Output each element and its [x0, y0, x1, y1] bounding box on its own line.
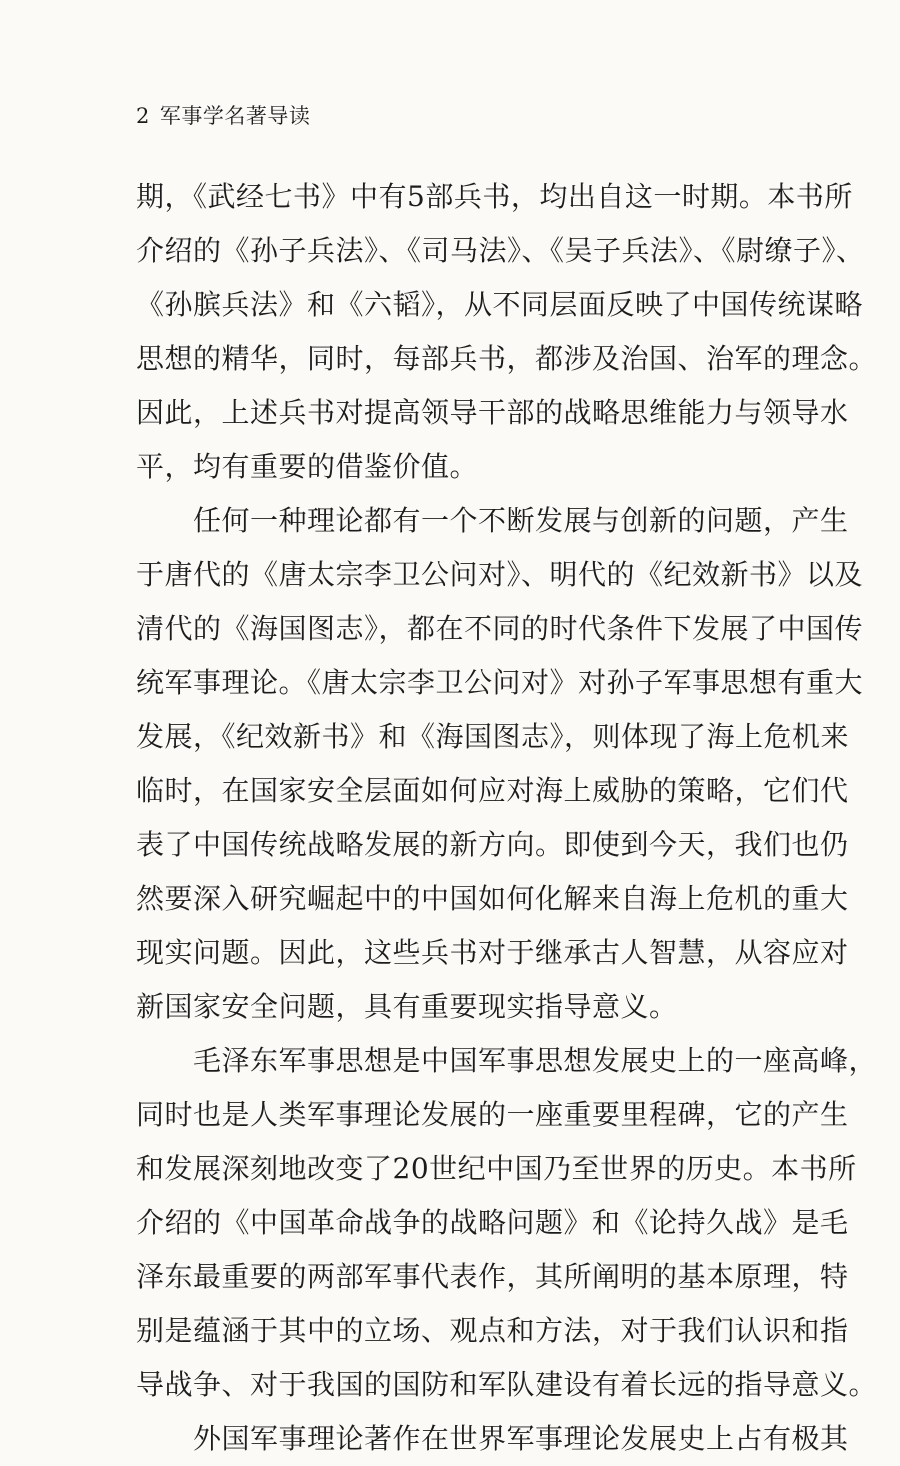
text-line: 《孙膑兵法》和《六韬》，从不同层面反映了中国传统谋略 — [136, 288, 864, 321]
paragraph-2 — [136, 494, 864, 1034]
text-line: 思想的精华，同时，每部兵书，都涉及治国、治军的理念。 — [136, 342, 878, 375]
book-title: 军事学名著导读 — [159, 104, 311, 128]
text-line: 别是蕴涵于其中的立场、观点和方法，对于我们认识和指 — [136, 1314, 849, 1347]
text-line: 期，《武经七书》中有5部兵书，均出自这一时期。本书所 — [136, 180, 853, 213]
paragraph-4 — [136, 1412, 849, 1466]
text-line: 然要深入研究崛起中的中国如何化解来自海上危机的重大 — [136, 882, 849, 915]
text-line: 表了中国传统战略发展的新方向。即使到今天，我们也仍 — [136, 828, 849, 861]
text-line: 和发展深刻地改变了20世纪中国乃至世界的历史。本书所 — [136, 1152, 857, 1185]
body-text — [136, 170, 878, 1466]
text-line: 现实问题。因此，这些兵书对于继承古人智慧，从容应对 — [136, 936, 849, 969]
text-line: 任何一种理论都有一个不断发展与创新的问题，产生 — [193, 504, 849, 537]
page-number: 2 — [136, 104, 150, 128]
text-line: 因此，上述兵书对提高领导干部的战略思维能力与领导水 — [136, 396, 849, 429]
text-line: 清代的《海国图志》，都在不同的时代条件下发展了中国传 — [136, 612, 864, 645]
text-line: 统军事理论。《唐太宗李卫公问对》对孙子军事思想有重大 — [136, 666, 864, 699]
text-line: 新国家安全问题，具有重要现实指导意义。 — [136, 990, 678, 1023]
text-line: 介绍的《孙子兵法》、《司马法》、《吴子兵法》、《尉缭子》、 — [136, 234, 865, 267]
text-line: 发展，《纪效新书》和《海国图志》，则体现了海上危机来 — [136, 720, 850, 753]
text-line: 导战争、对于我国的国防和军队建设有着长远的指导意义。 — [136, 1368, 878, 1401]
running-head — [136, 104, 310, 128]
text-line: 临时，在国家安全层面如何应对海上威胁的策略，它们代 — [136, 774, 849, 807]
text-line: 外国军事理论著作在世界军事理论发展史上占有极其 — [193, 1422, 849, 1455]
text-line: 平，均有重要的借鉴价值。 — [136, 450, 479, 483]
text-line: 泽东最重要的两部军事代表作，其所阐明的基本原理，特 — [136, 1260, 849, 1293]
text-line: 同时也是人类军事理论发展的一座重要里程碑，它的产生 — [136, 1098, 849, 1131]
text-line: 于唐代的《唐太宗李卫公问对》、明代的《纪效新书》以及 — [136, 558, 864, 591]
paragraph-3 — [136, 1034, 878, 1412]
text-line: 毛泽东军事思想是中国军事思想发展史上的一座高峰， — [193, 1044, 878, 1077]
paragraph-1 — [136, 170, 878, 494]
text-line: 介绍的《中国革命战争的战略问题》和《论持久战》是毛 — [136, 1206, 849, 1239]
